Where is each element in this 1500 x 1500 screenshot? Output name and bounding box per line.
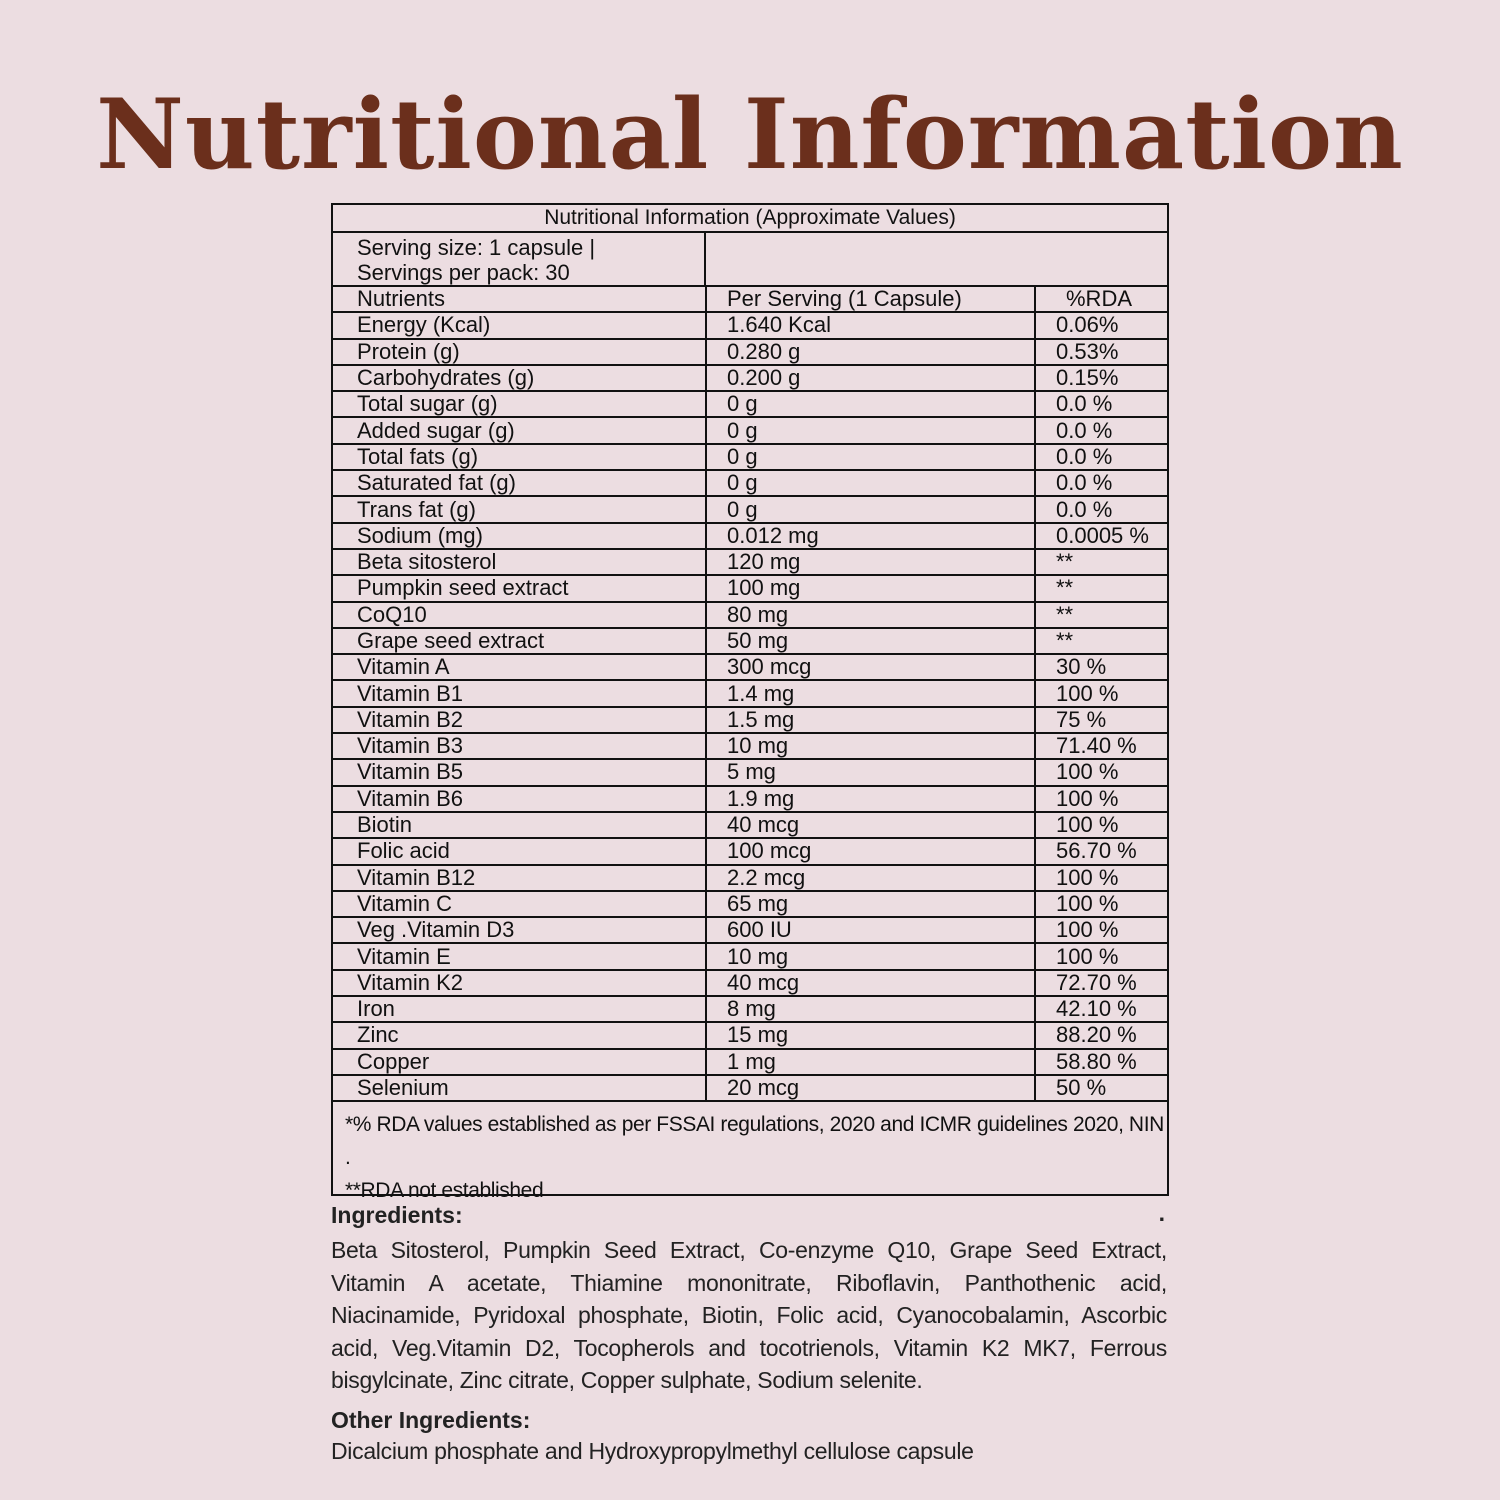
rda-value: ** [1035, 628, 1167, 654]
per-serving-value: 2.2 mcg [706, 865, 1035, 891]
per-serving-value: 0.012 mg [706, 523, 1035, 549]
nutrient-name: Vitamin B3 [333, 733, 706, 759]
footnote-rda-not-established: **RDA not established [345, 1179, 544, 1203]
per-serving-value: 600 IU [706, 917, 1035, 943]
rda-value: 0.53% [1035, 339, 1167, 365]
nutrient-name: Selenium [333, 1075, 706, 1101]
table-row [333, 312, 1167, 338]
header-rda: %RDA [1035, 287, 1167, 312]
nutrient-name: Vitamin B5 [333, 759, 706, 785]
rda-value: 100 % [1035, 865, 1167, 891]
rda-value: 100 % [1035, 812, 1167, 838]
table-row [333, 786, 1167, 812]
stray-dot: . [1158, 1200, 1165, 1226]
nutrient-name: Energy (Kcal) [333, 312, 706, 338]
rda-value: 71.40 % [1035, 733, 1167, 759]
nutrient-name: Carbohydrates (g) [333, 365, 706, 391]
nutrient-name: Iron [333, 996, 706, 1022]
rda-value: ** [1035, 602, 1167, 628]
rda-value: 58.80 % [1035, 1049, 1167, 1075]
rda-value: 30 % [1035, 654, 1167, 680]
per-serving-value: 1 mg [706, 1049, 1035, 1075]
per-serving-value: 10 mg [706, 733, 1035, 759]
table-row [333, 391, 1167, 417]
per-serving-value: 1.4 mg [706, 680, 1035, 706]
rda-value: 0.0 % [1035, 391, 1167, 417]
table-row [333, 470, 1167, 496]
table-row [333, 1022, 1167, 1048]
table-row [333, 865, 1167, 891]
nutrient-name: Saturated fat (g) [333, 470, 706, 496]
table-row [333, 1049, 1167, 1075]
header-nutrients: Nutrients [333, 287, 706, 312]
per-serving-value: 10 mg [706, 943, 1035, 969]
per-serving-value: 8 mg [706, 996, 1035, 1022]
nutrient-name: Added sugar (g) [333, 417, 706, 443]
panel-title: Nutritional Information (Approximate Values) [333, 205, 1167, 233]
table-row [333, 970, 1167, 996]
per-serving-value: 300 mcg [706, 654, 1035, 680]
nutrient-name: Pumpkin seed extract [333, 575, 706, 601]
table-row [333, 759, 1167, 785]
nutrient-name: Vitamin B6 [333, 786, 706, 812]
per-serving-value: 1.640 Kcal [706, 312, 1035, 338]
table-row [333, 444, 1167, 470]
table-row [333, 917, 1167, 943]
per-serving-value: 80 mg [706, 602, 1035, 628]
table-row [333, 1075, 1167, 1101]
rda-value: 72.70 % [1035, 970, 1167, 996]
rda-value: 100 % [1035, 943, 1167, 969]
rda-value: 100 % [1035, 786, 1167, 812]
rda-value: 50 % [1035, 1075, 1167, 1101]
per-serving-value: 0 g [706, 470, 1035, 496]
nutrient-name: CoQ10 [333, 602, 706, 628]
table-row [333, 575, 1167, 601]
rda-value: 0.15% [1035, 365, 1167, 391]
nutrition-table [333, 287, 1167, 1102]
serving-info [333, 233, 706, 285]
ingredients-section [331, 1200, 1167, 1467]
table-header-row [333, 287, 1167, 312]
table-row [333, 891, 1167, 917]
ingredients-heading: Ingredients: [331, 1202, 463, 1228]
per-serving-value: 100 mg [706, 575, 1035, 601]
per-serving-value: 15 mg [706, 1022, 1035, 1048]
per-serving-value: 0 g [706, 496, 1035, 522]
per-serving-value: 20 mcg [706, 1075, 1035, 1101]
serving-size: Serving size: 1 capsule | [357, 235, 596, 260]
nutrient-name: Trans fat (g) [333, 496, 706, 522]
table-row [333, 943, 1167, 969]
nutrition-table-body [333, 312, 1167, 1101]
rda-value: 0.0 % [1035, 417, 1167, 443]
nutrient-name: Vitamin E [333, 943, 706, 969]
rda-value: 100 % [1035, 917, 1167, 943]
nutrient-name: Beta sitosterol [333, 549, 706, 575]
rda-value: 0.0 % [1035, 496, 1167, 522]
per-serving-value: 0.280 g [706, 339, 1035, 365]
ingredients-list: Beta Sitosterol, Pumpkin Seed Extract, Co-enzyme Q10, Grape Seed Extract, Vitamin A acetate, Thiamine mononitrate, Riboflavin, Panthothenic acid, Niacinamide, Pyridoxal phosphate, Biotin, Folic acid, Cyanocobalamin, Ascorbic acid, Veg.Vitamin D2, Tocopherols and tocotrienols, Vitamin K2 MK7, Ferrous bisgylcinate, Zinc citrate, Copper sulphate, Sodium selenite. [331, 1237, 1167, 1393]
table-row [333, 707, 1167, 733]
per-serving-value: 1.9 mg [706, 786, 1035, 812]
nutrient-name: Zinc [333, 1022, 706, 1048]
rda-value: 0.0 % [1035, 444, 1167, 470]
per-serving-value: 50 mg [706, 628, 1035, 654]
per-serving-value: 120 mg [706, 549, 1035, 575]
nutrient-name: Vitamin C [333, 891, 706, 917]
nutrient-name: Vitamin B12 [333, 865, 706, 891]
nutrient-name: Vitamin A [333, 654, 706, 680]
nutrient-name: Biotin [333, 812, 706, 838]
serving-info-row [333, 233, 1167, 287]
rda-value: 100 % [1035, 680, 1167, 706]
per-serving-value: 100 mcg [706, 838, 1035, 864]
nutrition-panel [331, 203, 1169, 1203]
per-serving-value: 0 g [706, 444, 1035, 470]
servings-per-pack: Servings per pack: 30 [357, 260, 570, 285]
nutrient-name: Copper [333, 1049, 706, 1075]
table-row [333, 339, 1167, 365]
footnote [333, 1102, 1167, 1203]
footnote-rda-source: *% RDA values established as per FSSAI regulations, 2020 and ICMR guidelines 2020, NIN . [345, 1113, 1164, 1170]
table-row [333, 417, 1167, 443]
per-serving-value: 40 mcg [706, 812, 1035, 838]
table-row [333, 733, 1167, 759]
rda-value: 88.20 % [1035, 1022, 1167, 1048]
per-serving-value: 0 g [706, 417, 1035, 443]
table-row [333, 654, 1167, 680]
rda-value: 100 % [1035, 891, 1167, 917]
nutrient-name: Protein (g) [333, 339, 706, 365]
nutrient-name: Veg .Vitamin D3 [333, 917, 706, 943]
nutrient-name: Sodium (mg) [333, 523, 706, 549]
per-serving-value: 65 mg [706, 891, 1035, 917]
rda-value: ** [1035, 575, 1167, 601]
other-ingredients-list: Dicalcium phosphate and Hydroxypropylmethyl cellulose capsule [331, 1437, 974, 1464]
per-serving-value: 0.200 g [706, 365, 1035, 391]
nutrient-name: Vitamin B1 [333, 680, 706, 706]
table-row [333, 496, 1167, 522]
table-row [333, 602, 1167, 628]
table-row [333, 523, 1167, 549]
table-row [333, 996, 1167, 1022]
table-row [333, 628, 1167, 654]
table-row [333, 549, 1167, 575]
table-row [333, 365, 1167, 391]
nutrient-name: Vitamin B2 [333, 707, 706, 733]
rda-value: 56.70 % [1035, 838, 1167, 864]
rda-value: ** [1035, 549, 1167, 575]
table-row [333, 680, 1167, 706]
serving-blank-cell [706, 233, 1167, 285]
rda-value: 75 % [1035, 707, 1167, 733]
table-row [333, 812, 1167, 838]
other-ingredients-heading: Other Ingredients: [331, 1406, 531, 1433]
rda-value: 100 % [1035, 759, 1167, 785]
per-serving-value: 1.5 mg [706, 707, 1035, 733]
header-per-serving: Per Serving (1 Capsule) [706, 287, 1035, 312]
nutrient-name: Vitamin K2 [333, 970, 706, 996]
nutrient-name: Grape seed extract [333, 628, 706, 654]
table-row [333, 838, 1167, 864]
nutrient-name: Total sugar (g) [333, 391, 706, 417]
per-serving-value: 5 mg [706, 759, 1035, 785]
per-serving-value: 0 g [706, 391, 1035, 417]
nutrient-name: Total fats (g) [333, 444, 706, 470]
rda-value: 0.0005 % [1035, 523, 1167, 549]
page-title: Nutritional Information [96, 78, 1404, 191]
per-serving-value: 40 mcg [706, 970, 1035, 996]
rda-value: 0.0 % [1035, 470, 1167, 496]
rda-value: 0.06% [1035, 312, 1167, 338]
rda-value: 42.10 % [1035, 996, 1167, 1022]
nutrient-name: Folic acid [333, 838, 706, 864]
